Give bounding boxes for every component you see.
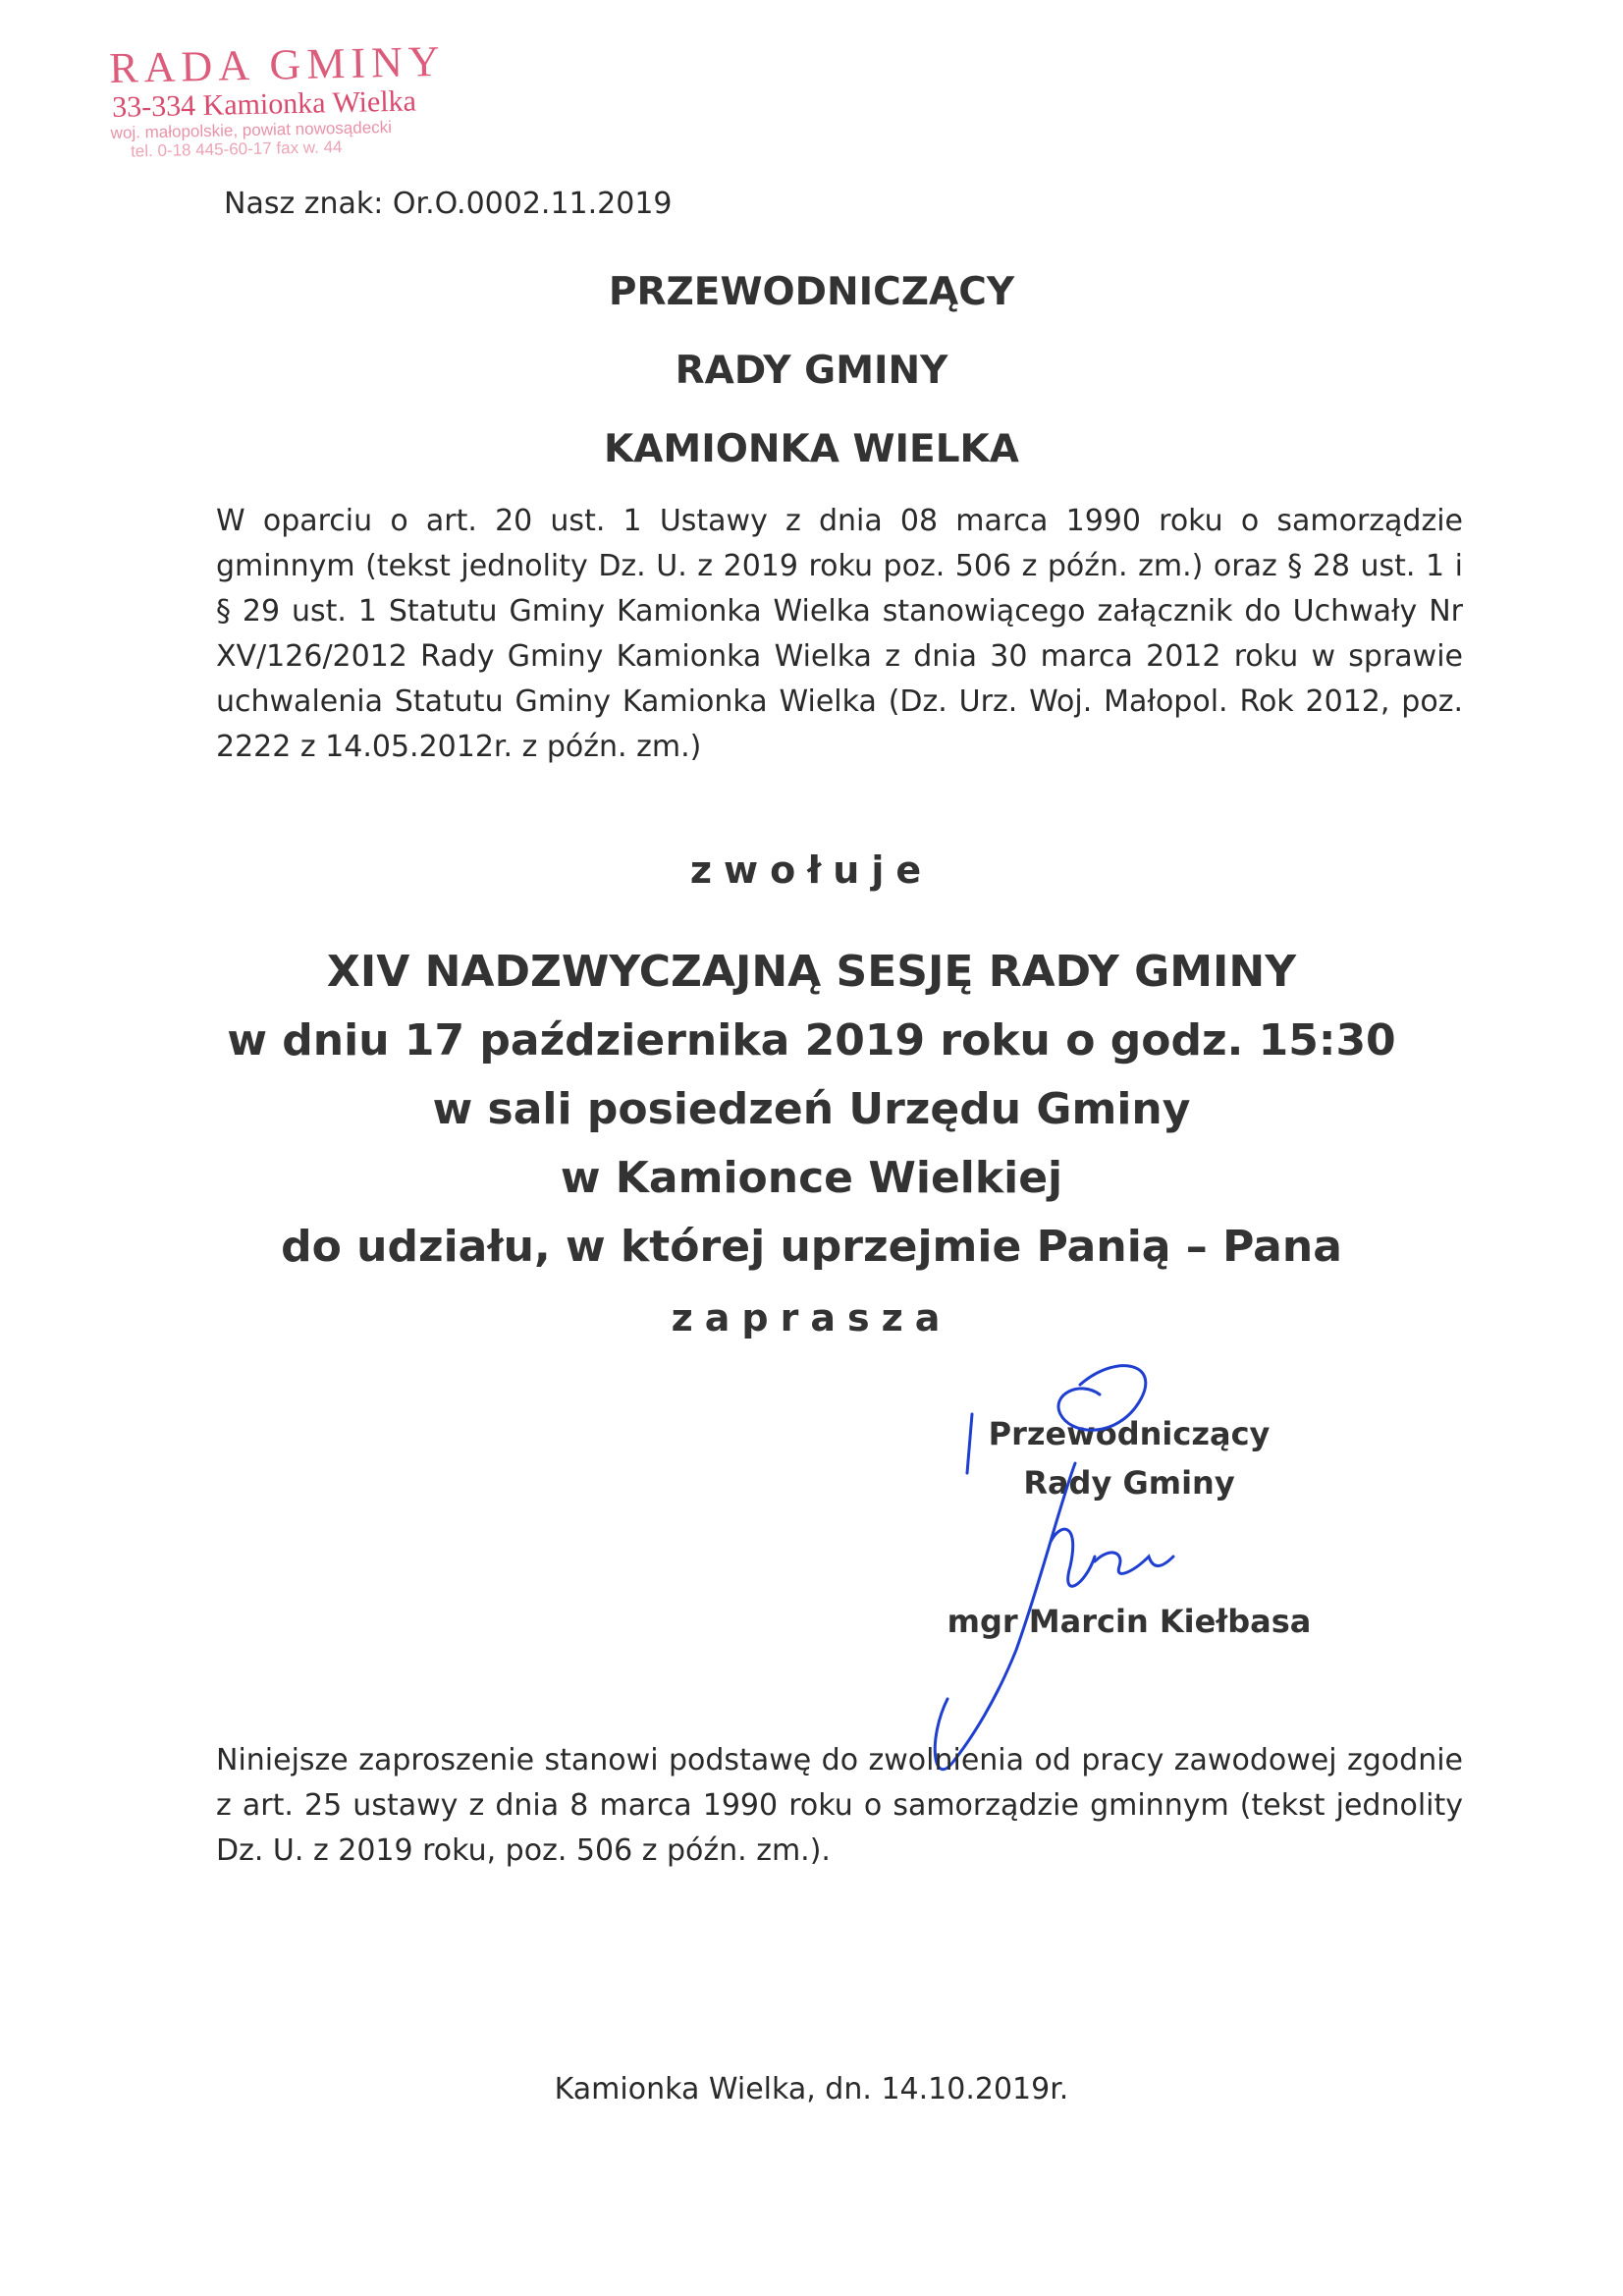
stamp-line-1: RADA GMINY [108, 36, 447, 92]
place-and-date: Kamionka Wielka, dn. 14.10.2019r. [554, 2072, 1069, 2106]
convenes-word: zwołuje [689, 848, 934, 892]
heading-line-2: RADY GMINY [675, 349, 948, 393]
signature-stroke [935, 1366, 1173, 1770]
session-line-3: w sali posiedzeń Urzędu Gminy [432, 1084, 1191, 1134]
heading-line-1: PRZEWODNICZĄCY [608, 270, 1015, 314]
document-heading [0, 253, 1623, 489]
signatory-name: mgr Marcin Kiełbasa [947, 1603, 1312, 1640]
handwritten-signature [913, 1355, 1267, 1787]
signatory-title-2: Rady Gminy [1023, 1464, 1235, 1502]
invites-word: zaprasza [671, 1296, 952, 1339]
stamp-line-2: 33-334 Kamionka Wielka [111, 84, 417, 124]
stamp-line-4: tel. 0-18 445-60-17 fax w. 44 [130, 137, 343, 161]
office-stamp [109, 37, 484, 161]
session-announcement [0, 938, 1623, 1282]
note-paragraph: Niniejsze zaproszenie stanowi podstawę do zwolnienia od pracy zawodowej zgodnie z art. 25 ustawy z dnia 8 marca 1990 roku o samorządzie gminnym (tekst jednolity Dz. U. z 2019 roku, poz. 506 z późn. zm.). [216, 1743, 1463, 1868]
reference-number: Nasz znak: Or.O.0002.11.2019 [224, 187, 673, 221]
session-line-5: do udziału, w której uprzejmie Panią – Pana [281, 1222, 1342, 1272]
session-line-4: w Kamionce Wielkiej [560, 1153, 1063, 1203]
session-line-2: w dniu 17 października 2019 roku o godz. 15:30 [227, 1015, 1396, 1066]
legal-basis-paragraph: W oparciu o art. 20 ust. 1 Ustawy z dnia 08 marca 1990 roku o samorządzie gminnym (tekst jednolity Dz. U. z 2019 roku poz. 506 z późn. zm.) oraz § 28 ust. 1 i § 29 ust. 1 Statutu Gminy Kamionka Wielka stanowiącego załącznik do Uchwały Nr XV/126/2012 Rady Gminy Kamionka Wielka z dnia 30 marca 2012 roku w sprawie uchwalenia Statutu Gminy Kamionka Wielka (Dz. Urz. Woj. Małopol. Rok 2012, poz. 2222 z 14.05.2012r. z późn. zm.) [216, 504, 1463, 764]
signatory-title-1: Przewodniczący [988, 1415, 1271, 1452]
heading-line-3: KAMIONKA WIELKA [604, 427, 1019, 471]
stamp-line-3: woj. małopolskie, powiat nowosądecki [110, 117, 393, 142]
session-line-1: XIV NADZWYCZAJNĄ SESJĘ RADY GMINY [326, 947, 1297, 997]
